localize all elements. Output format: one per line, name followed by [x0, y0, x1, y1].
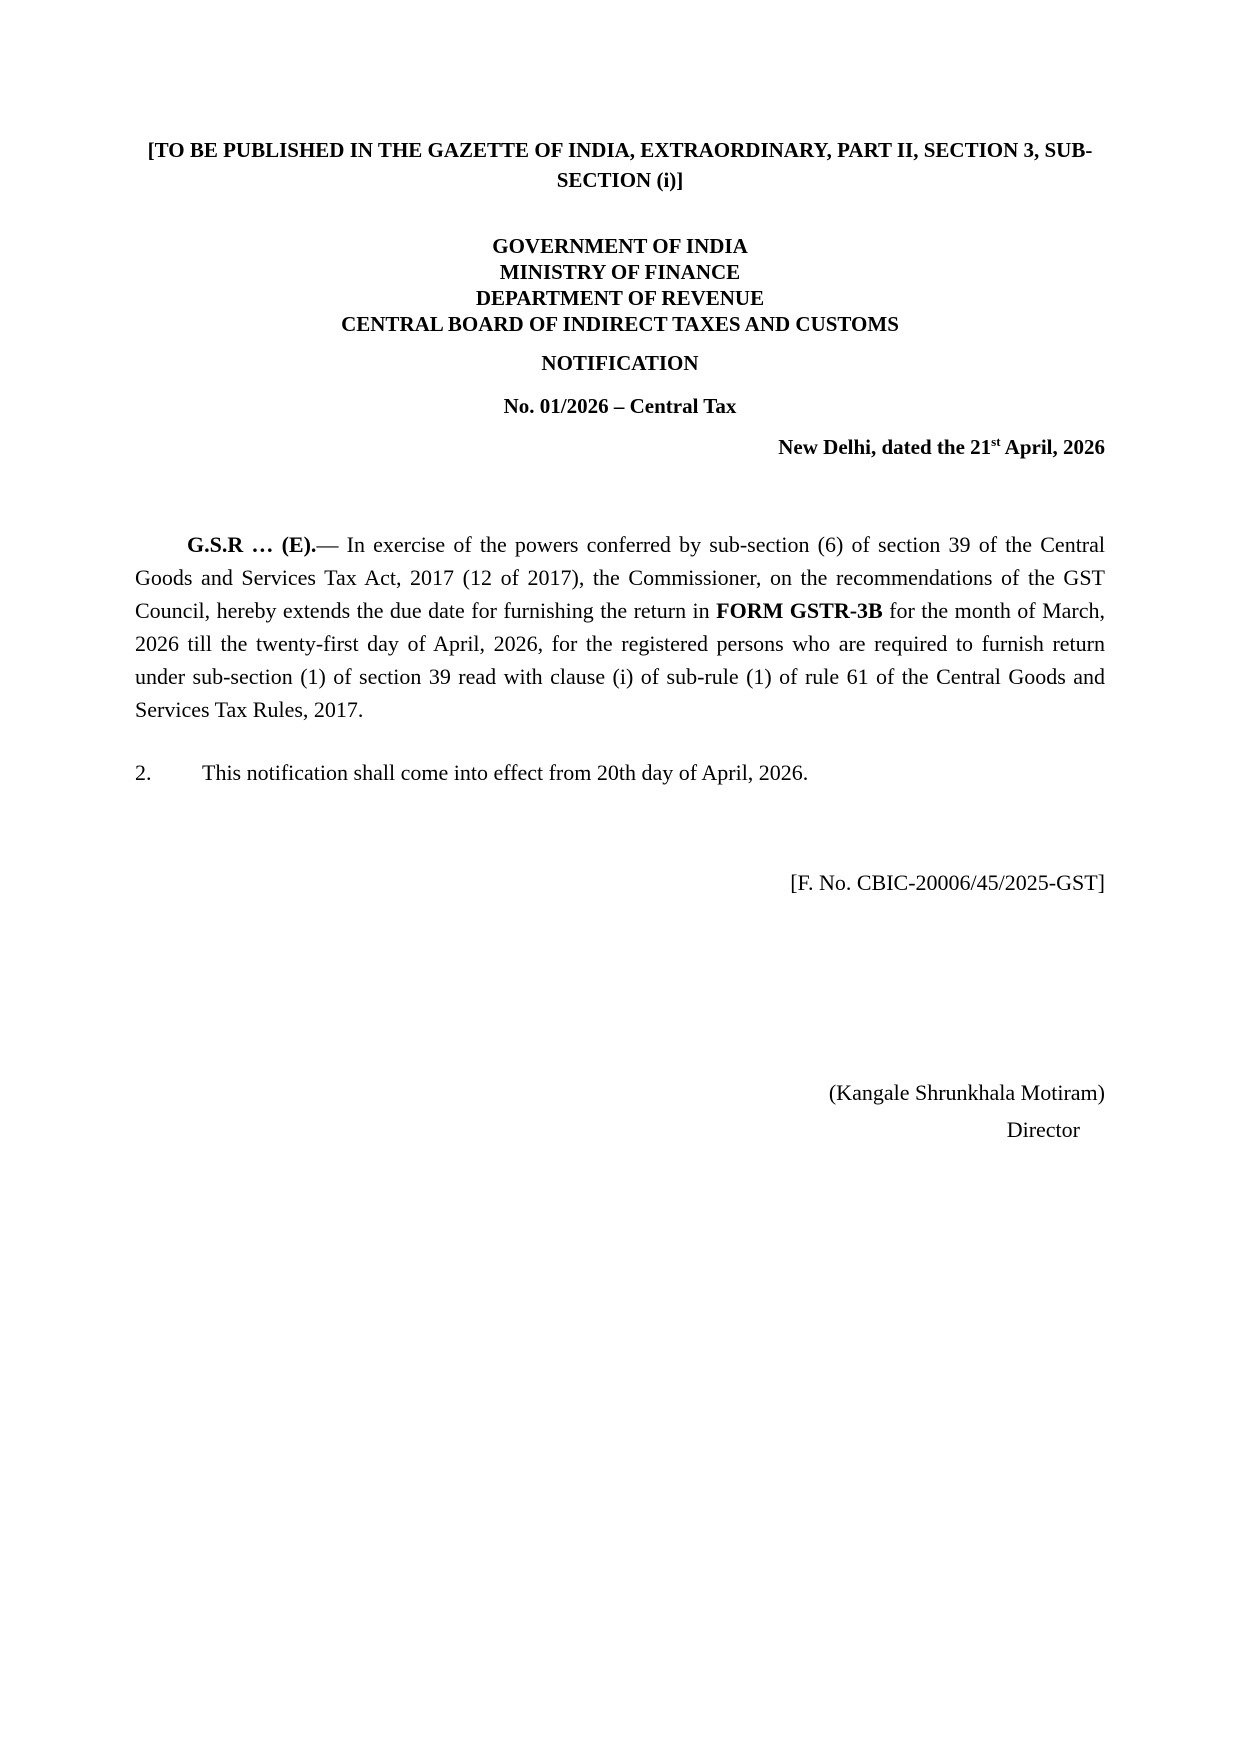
dateline-text-after: April, 2026 — [1000, 435, 1105, 459]
dateline — [135, 434, 1105, 460]
org-line-board: CENTRAL BOARD OF INDIRECT TAXES AND CUSTOMS — [341, 312, 899, 336]
org-line-department: DEPARTMENT OF REVENUE — [475, 286, 765, 310]
paragraph2-text: This notification shall come into effect from 20th day of April, 2026. — [202, 760, 809, 785]
notification-heading: NOTIFICATION — [541, 351, 699, 375]
file-number-reference: [F. No. CBIC-20006/45/2025-GST] — [790, 870, 1105, 895]
dateline-ordinal-superscript: st — [991, 434, 1001, 449]
paragraph1-segment-2: for the month of March, 2026 till the twenty-first day of April, 2026, for the registered persons who are required to furnish return under sub-section (1) of section 39 read with clause (i) of sub-rule (1) of rule 61 of the Central Goods and Services Tax Rules, 2017. — [135, 598, 1105, 722]
signatory-designation: Director — [1006, 1117, 1080, 1142]
dateline-text-before: New Delhi, dated the 21 — [778, 435, 992, 459]
org-line-ministry: MINISTRY OF FINANCE — [499, 260, 741, 284]
signature-block — [135, 1074, 1105, 1148]
org-line-government: GOVERNMENT OF INDIA — [492, 234, 748, 258]
form-gstr-3b-bold: FORM GSTR-3B — [716, 598, 883, 623]
body-paragraph-main — [135, 528, 1105, 726]
gazette-publication-header: [TO BE PUBLISHED IN THE GAZETTE OF INDIA, EXTRAORDINARY, PART II, SECTION 3, SUB-SECTION (i)] — [147, 138, 1093, 192]
signatory-name: (Kangale Shrunkhala Motiram) — [828, 1080, 1105, 1105]
gsr-lead-bold: G.S.R … (E). — [187, 532, 317, 557]
notification-number: No. 01/2026 – Central Tax — [503, 394, 737, 418]
organization-block — [135, 233, 1105, 337]
paragraph2-number: 2. — [135, 760, 152, 785]
paragraph1-segment-1: — In exercise of the powers conferred by sub-section (6) of section 39 of the Central Goods and Services Tax Act, 2017 (12 of 2017), the Commissioner, on the recommendations of the GST Council, hereby extends the due date for furnishing the return in — [135, 532, 1106, 623]
body-paragraph-2 — [135, 756, 1105, 789]
